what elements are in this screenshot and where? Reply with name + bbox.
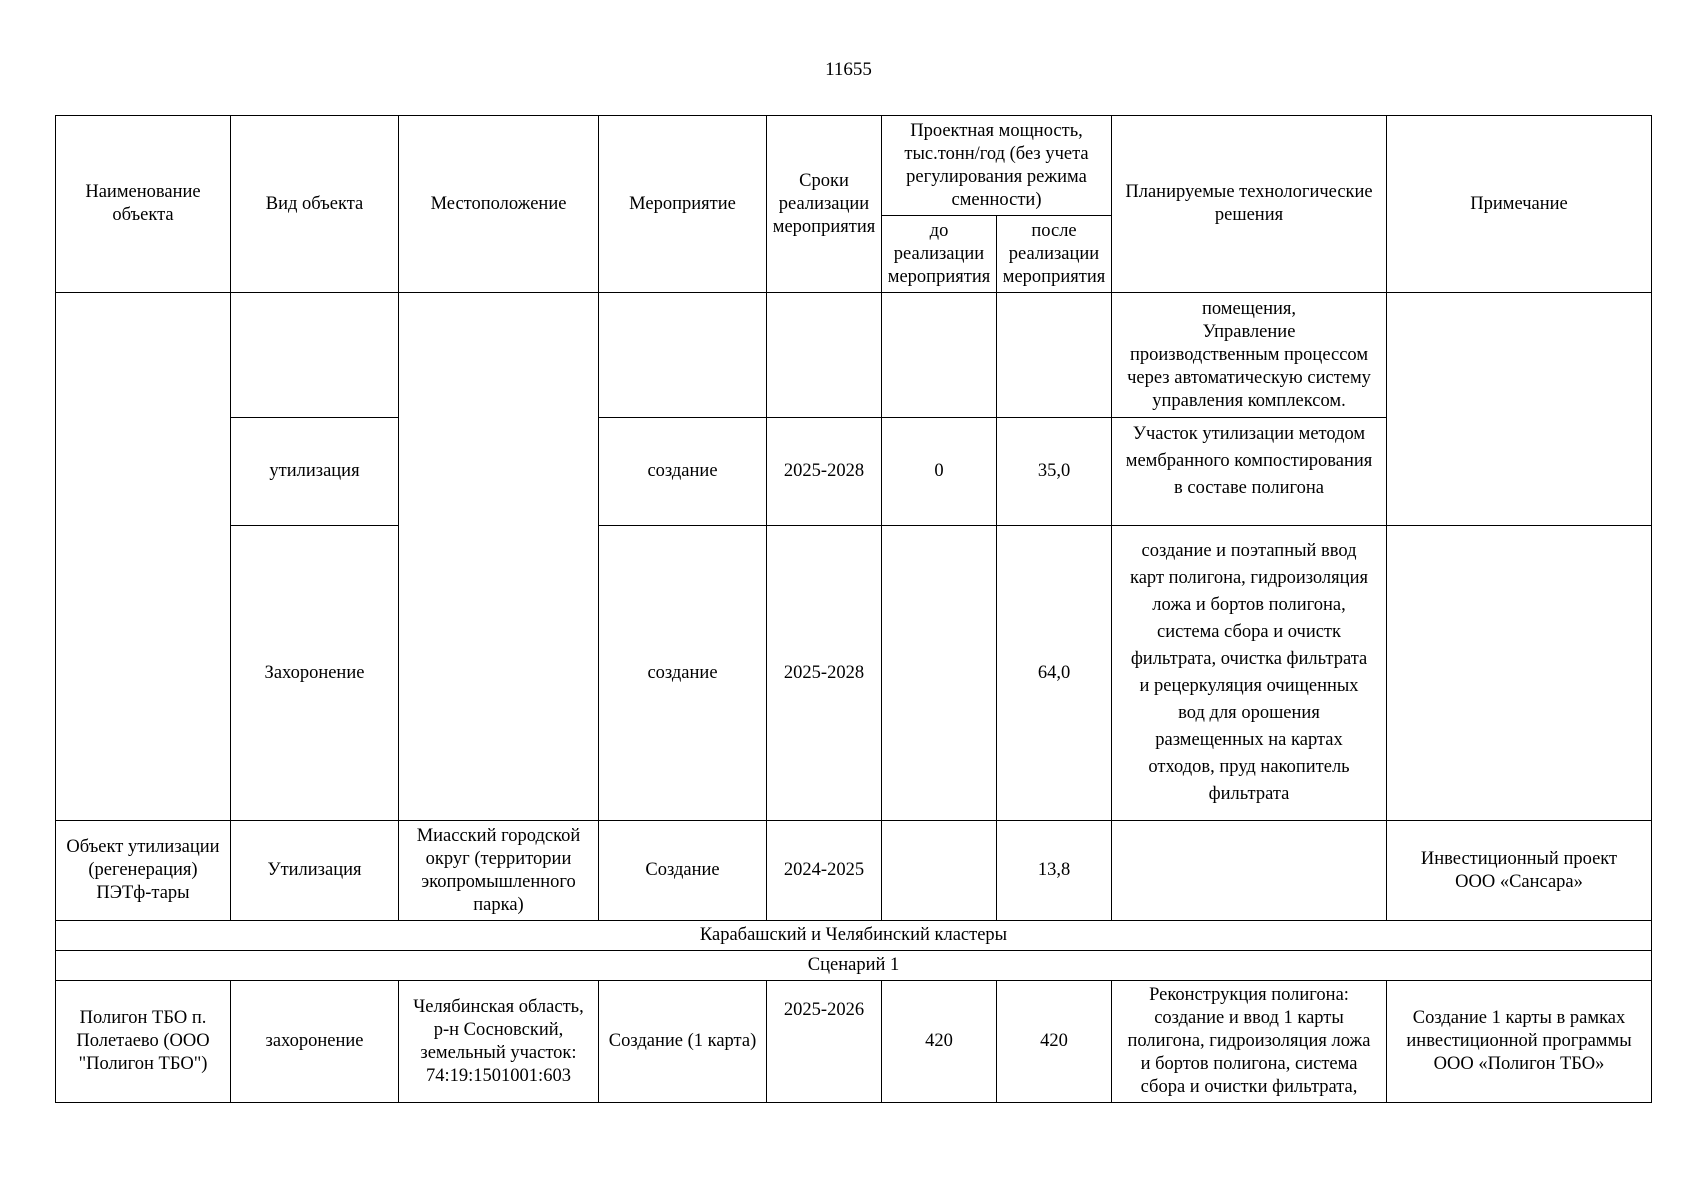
header-tech: Планируемые технологические решения bbox=[1112, 116, 1387, 293]
header-capacity: Проектная мощность, тыс.тонн/год (без учета регулирования режима сменности) bbox=[882, 116, 1112, 216]
header-before: до реализации мероприятия bbox=[882, 216, 997, 293]
header-type: Вид объекта bbox=[231, 116, 399, 293]
header-note: Примечание bbox=[1387, 116, 1652, 293]
facilities-table bbox=[55, 115, 1652, 1103]
cell-location: Челябинская область, р-н Сосновский, земельный участок: 74:19:1501001:603 bbox=[399, 981, 599, 1103]
header-terms: Сроки реализации мероприятия bbox=[767, 116, 882, 293]
cell-note-empty bbox=[1387, 293, 1652, 526]
cell-measure: Создание (1 карта) bbox=[599, 981, 767, 1103]
cell-terms-empty bbox=[767, 293, 882, 418]
cell-terms: 2025-2028 bbox=[767, 526, 882, 821]
cell-before-empty bbox=[882, 821, 997, 921]
cell-before: 0 bbox=[882, 418, 997, 526]
table-row bbox=[56, 821, 1652, 921]
cell-terms: 2025-2026 bbox=[767, 981, 882, 1103]
header-location: Местоположение bbox=[399, 116, 599, 293]
section-row bbox=[56, 921, 1652, 951]
cell-location: Миасский городской округ (территории экопромышленного парка) bbox=[399, 821, 599, 921]
cell-tech: Реконструкция полигона: создание и ввод 1 карты полигона, гидроизоляция ложа и бортов полигона, система сбора и очистки фильтрата, bbox=[1112, 981, 1387, 1103]
cell-terms: 2025-2028 bbox=[767, 418, 882, 526]
section-row bbox=[56, 951, 1652, 981]
cell-after: 64,0 bbox=[997, 526, 1112, 821]
cell-measure: создание bbox=[599, 418, 767, 526]
header-measure: Мероприятие bbox=[599, 116, 767, 293]
page-number: 11655 bbox=[825, 59, 872, 80]
cluster-heading: Карабашский и Челябинский кластеры bbox=[56, 921, 1652, 951]
cell-after-empty bbox=[997, 293, 1112, 418]
cell-after: 13,8 bbox=[997, 821, 1112, 921]
cell-tech: создание и поэтапный ввод карт полигона, гидроизоляция ложа и бортов полигона, система сбора и очистк фильтрата, очистка фильтрата и рецеркуляция очищенных вод для орошения размещенных на картах отходов, пруд накопитель фильтрата bbox=[1112, 526, 1387, 821]
cell-name-empty bbox=[56, 293, 231, 821]
cell-note: Инвестиционный проект ООО «Сансара» bbox=[1387, 821, 1652, 921]
cell-type: Утилизация bbox=[231, 821, 399, 921]
cell-tech: помещения, Управление производственным процессом через автоматическую систему управления комплексом. bbox=[1112, 293, 1387, 418]
cell-before-empty bbox=[882, 293, 997, 418]
cell-note: Создание 1 карты в рамках инвестиционной программы ООО «Полигон ТБО» bbox=[1387, 981, 1652, 1103]
cell-type: Захоронение bbox=[231, 526, 399, 821]
table-row bbox=[56, 293, 1652, 418]
cell-name: Полигон ТБО п. Полетаево (ООО "Полигон ТБО") bbox=[56, 981, 231, 1103]
cell-name: Объект утилизации (регенерация) ПЭТф-тары bbox=[56, 821, 231, 921]
cell-tech-empty bbox=[1112, 821, 1387, 921]
cell-measure: создание bbox=[599, 526, 767, 821]
cell-terms: 2024-2025 bbox=[767, 821, 882, 921]
cell-after: 420 bbox=[997, 981, 1112, 1103]
table-row bbox=[56, 526, 1652, 821]
header-after: после реализации мероприятия bbox=[997, 216, 1112, 293]
header-name: Наименование объекта bbox=[56, 116, 231, 293]
cell-tech: Участок утилизации методом мембранного компостирования в составе полигона bbox=[1112, 418, 1387, 526]
cell-after: 35,0 bbox=[997, 418, 1112, 526]
cell-before: 420 bbox=[882, 981, 997, 1103]
header-row bbox=[56, 116, 1652, 216]
cell-measure-empty bbox=[599, 293, 767, 418]
table-row bbox=[56, 981, 1652, 1103]
cell-measure: Создание bbox=[599, 821, 767, 921]
cell-type: утилизация bbox=[231, 418, 399, 526]
scenario-heading: Сценарий 1 bbox=[56, 951, 1652, 981]
cell-before-empty bbox=[882, 526, 997, 821]
cell-note-empty bbox=[1387, 526, 1652, 821]
cell-type: захоронение bbox=[231, 981, 399, 1103]
cell-type-empty bbox=[231, 293, 399, 418]
cell-location-empty bbox=[399, 293, 599, 821]
